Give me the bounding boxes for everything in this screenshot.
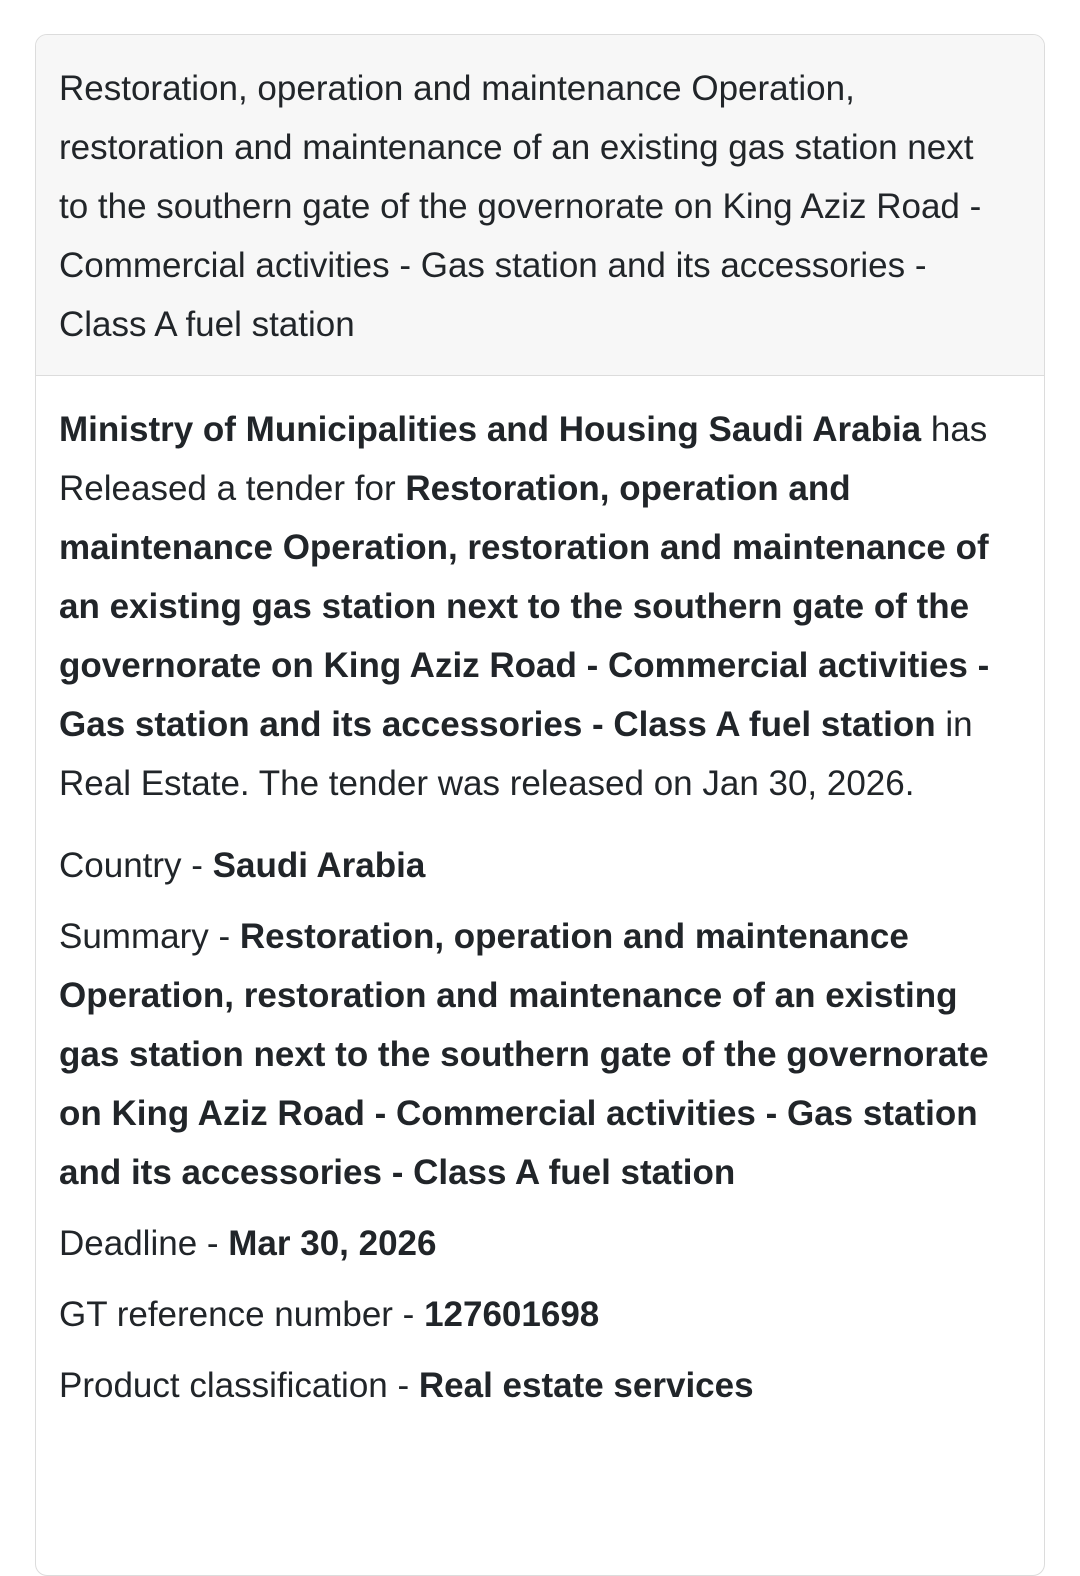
field-label: Product classification - (59, 1366, 419, 1405)
tender-card-header (36, 35, 1044, 376)
intro-release-text: in Real Estate. The tender was released on Jan 30, 2026. (59, 705, 973, 803)
intro-tender-title: Restoration, operation and maintenance Operation, restoration and maintenance of an existing gas station next to the southern gate of the governorate on King Aziz Road - Commercial activities - Gas station and its accessories - Class A fuel station (59, 469, 990, 744)
field-label: Country - (59, 846, 213, 885)
tender-intro (59, 400, 1024, 813)
field-label: GT reference number - (59, 1295, 425, 1334)
tender-card (35, 34, 1045, 1576)
field-deadline (59, 1214, 1024, 1273)
tender-title: Restoration, operation and maintenance Operation, restoration and maintenance of an existing gas station next to the southern gate of the governorate on King Aziz Road - Commercial activities - Gas station and its accessories - Class A fuel station (59, 69, 982, 344)
intro-text: has Released a tender for (59, 410, 988, 508)
field-summary (59, 907, 1024, 1202)
organization-name: Ministry of Municipalities and Housing Saudi Arabia (59, 410, 922, 449)
field-country (59, 836, 1024, 895)
field-value: Restoration, operation and maintenance Operation, restoration and maintenance of an existing gas station next to the southern gate of the governorate on King Aziz Road - Commercial activities - Gas station and its accessories - Class A fuel station (59, 917, 989, 1192)
field-reference-number (59, 1285, 1024, 1344)
field-label: Summary - (59, 917, 240, 956)
field-value: Real estate services (418, 1366, 754, 1405)
tender-card-body (36, 376, 1044, 1415)
field-value: 127601698 (424, 1295, 600, 1334)
field-label: Deadline - (59, 1224, 229, 1263)
field-product-classification (59, 1356, 1024, 1415)
field-value: Saudi Arabia (212, 846, 426, 885)
field-value: Mar 30, 2026 (228, 1224, 437, 1263)
